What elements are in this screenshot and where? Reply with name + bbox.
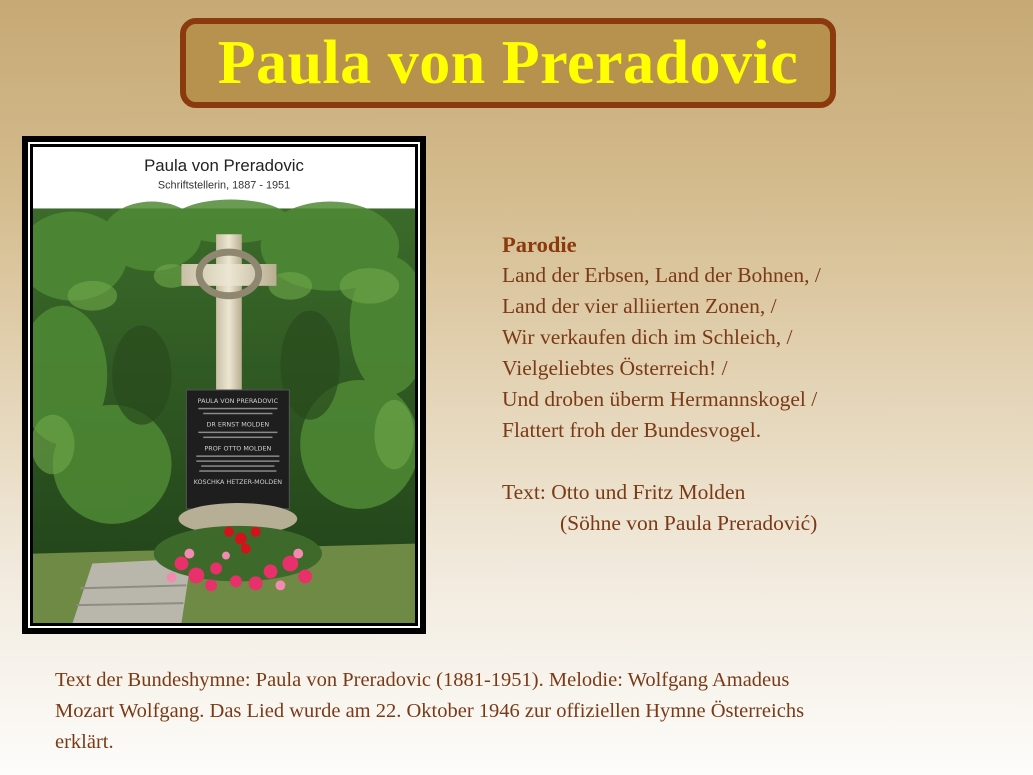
- poem-line: Land der vier alliierten Zonen, /: [502, 294, 777, 318]
- gravestone-text: DR ERNST MOLDEN: [206, 420, 270, 429]
- poem-heading: Parodie: [502, 232, 577, 257]
- poem-credit-note: (Söhne von Paula Preradović): [560, 511, 818, 535]
- parody-poem: [502, 229, 821, 539]
- plaque-title: Paula von Preradovic: [144, 155, 304, 175]
- gravestone-text: PAULA VON PRERADOVIC: [197, 396, 279, 405]
- gravestone-text: KOSCHKA HETZER-MOLDEN: [193, 478, 283, 487]
- gravestone-text: PROF OTTO MOLDEN: [204, 444, 272, 453]
- poem-line: Vielgeliebtes Österreich! /: [502, 356, 728, 380]
- anthem-caption: Text der Bundeshymne: Paula von Preradovic (1881-1951). Melodie: Wolfgang Amadeus Mozart Wolfgang. Das Lied wurde am 22. Oktober 1946 zur offiziellen Hymne Österreichs erklärt.: [55, 669, 805, 753]
- cross: [216, 234, 242, 403]
- poem-line: Wir verkaufen dich im Schleich, /: [502, 325, 793, 349]
- grave-photo-image: [33, 147, 415, 623]
- poem-line: Flattert froh der Bundesvogel.: [502, 418, 762, 442]
- poem-line: Land der Erbsen, Land der Bohnen, /: [502, 263, 821, 287]
- grave-photo: [22, 136, 426, 634]
- title-banner: [180, 18, 836, 108]
- poem-line: Und droben überm Hermannskogel /: [502, 387, 818, 411]
- poem-credit: Text: Otto und Fritz Molden: [502, 480, 746, 504]
- plaque-subtitle: Schriftstellerin, 1887 - 1951: [157, 179, 291, 192]
- page-title: Paula von Preradovic: [217, 28, 799, 97]
